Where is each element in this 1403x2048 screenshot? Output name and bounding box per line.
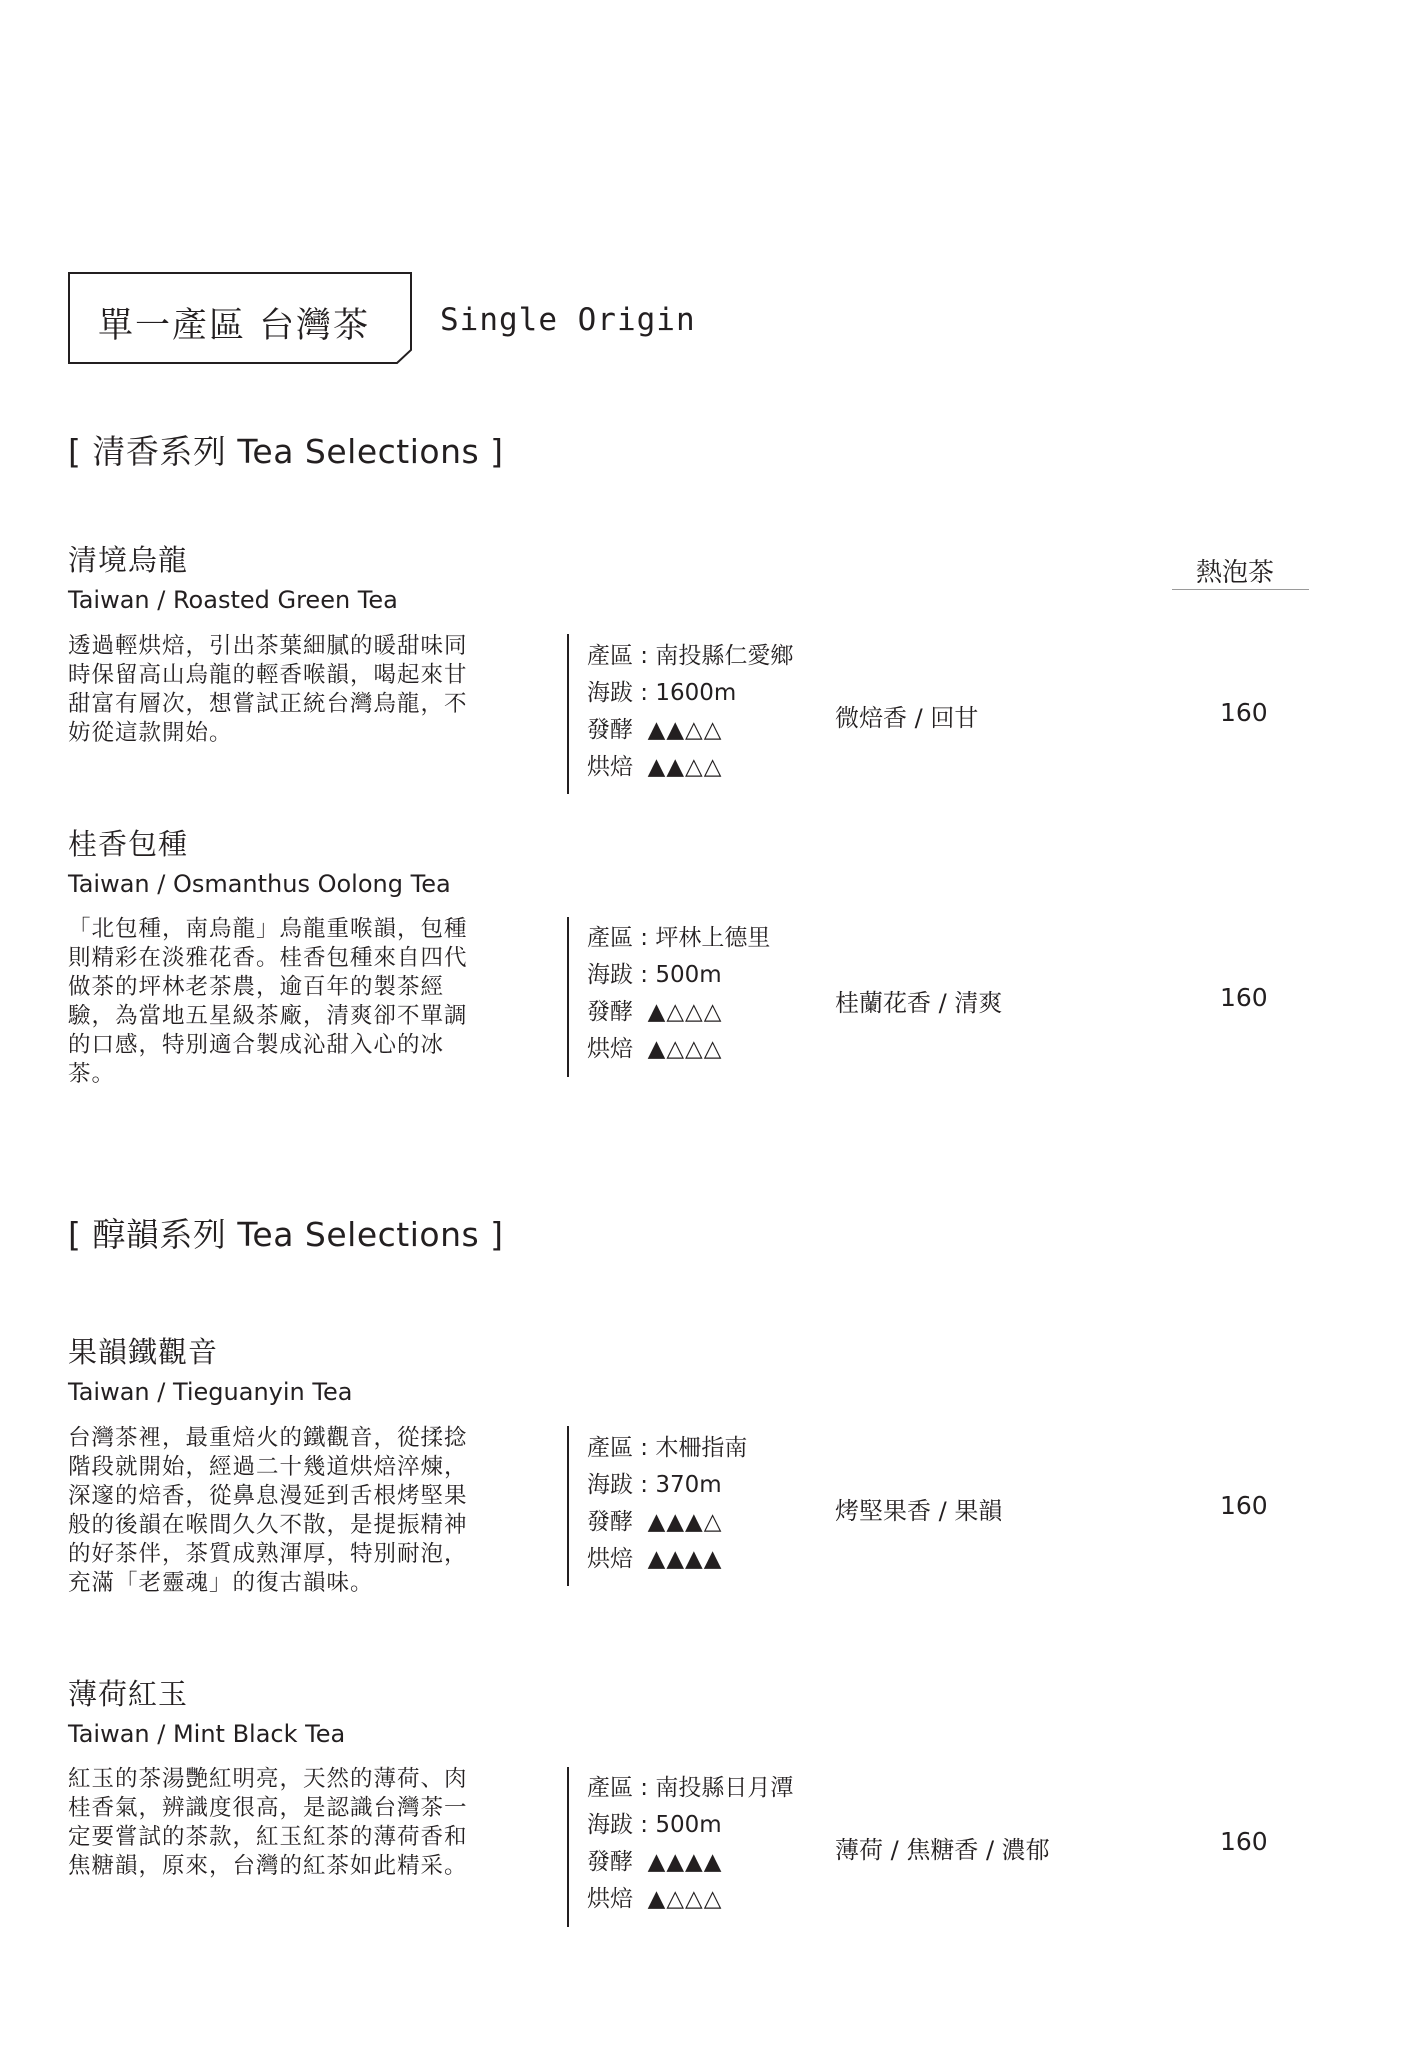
spec-roast: [587, 1031, 770, 1068]
spec-origin: 產區 : 南投縣仁愛鄉: [587, 643, 794, 669]
item-specs: [587, 920, 770, 1068]
spec-origin: 產區 : 木柵指南: [587, 1435, 748, 1461]
item-description: 紅玉的茶湯艷紅明亮，天然的薄荷、肉桂香氣，辨識度很高，是認識台灣茶一定要嘗試的茶款，紅玉紅茶的薄荷香和焦糖韻，原來，台灣的紅茶如此精采。: [68, 1766, 468, 1879]
spec-origin: 產區 : 南投縣日月潭: [587, 1775, 794, 1801]
item-name-cn: 桂香包種: [68, 827, 189, 861]
spec-roast: [587, 749, 793, 786]
spec-altitude: 海跋 : 500m: [587, 1812, 722, 1838]
ferment-level-triangles: ▲▲△△: [647, 717, 723, 743]
spec-altitude: 海跋 : 370m: [587, 1472, 722, 1498]
item-specs: [587, 638, 793, 786]
page-title: 單一產區 台灣茶: [98, 306, 371, 346]
item-flavor: 薄荷 / 焦糖香 / 濃郁: [835, 1836, 1050, 1864]
column-head-rule: [1172, 589, 1309, 590]
spec-roast: [587, 1881, 793, 1918]
spec-roast-label: 烘焙: [587, 1886, 633, 1912]
page-subtitle: Single Origin: [440, 302, 696, 338]
item-specs: [587, 1430, 747, 1578]
spec-ferment-label: 發酵: [587, 717, 633, 743]
ferment-level-triangles: ▲△△△: [647, 999, 723, 1025]
spec-roast-label: 烘焙: [587, 1036, 633, 1062]
item-name-en: Taiwan / Osmanthus Oolong Tea: [68, 870, 451, 898]
item-flavor: 桂蘭花香 / 清爽: [835, 989, 1003, 1017]
ferment-level-triangles: ▲▲▲△: [647, 1509, 723, 1535]
item-price: 160: [1220, 1491, 1268, 1520]
item-name-en: Taiwan / Mint Black Tea: [68, 1720, 346, 1748]
item-name-cn: 清境烏龍: [68, 543, 189, 577]
spec-ferment-label: 發酵: [587, 1849, 633, 1875]
item-description: 台灣茶裡，最重焙火的鐵觀音，從揉捻階段就開始，經過二十幾道烘焙淬煉，深邃的焙香，從鼻息漫延到舌根烤堅果般的後韻在喉間久久不散，是提振精神的好茶伴，茶質成熟渾厚，特別耐泡，充滿「老靈魂」的復古韻味。: [68, 1425, 468, 1596]
item-name-cn: 果韻鐵觀音: [68, 1335, 219, 1369]
spec-ferment-label: 發酵: [587, 1509, 633, 1535]
item-specs: [587, 1770, 793, 1918]
item-description: 透過輕烘焙，引出茶葉細膩的暖甜味同時保留高山烏龍的輕香喉韻，喝起來甘甜富有層次，想嘗試正統台灣烏龍，不妨從這款開始。: [68, 633, 468, 746]
spec-ferment: [587, 1504, 747, 1541]
spec-roast-label: 烘焙: [587, 1546, 633, 1572]
item-flavor: 微焙香 / 回甘: [835, 704, 979, 732]
spec-roast-label: 烘焙: [587, 754, 633, 780]
spec-origin: 產區 : 坪林上德里: [587, 925, 771, 951]
spec-altitude: 海跋 : 1600m: [587, 680, 737, 706]
roast-level-triangles: ▲△△△: [647, 1036, 723, 1062]
spec-altitude: 海跋 : 500m: [587, 962, 722, 988]
item-price: 160: [1220, 983, 1268, 1012]
spec-divider: [567, 634, 569, 794]
item-name-en: Taiwan / Roasted Green Tea: [68, 586, 398, 614]
section-heading-light: [ 清香系列 Tea Selections ]: [68, 432, 504, 471]
spec-divider: [567, 1767, 569, 1927]
item-price: 160: [1220, 1827, 1268, 1856]
ferment-level-triangles: ▲▲▲▲: [647, 1849, 723, 1875]
roast-level-triangles: ▲▲▲▲: [647, 1546, 723, 1572]
item-description: 「北包種，南烏龍」烏龍重喉韻，包種則精彩在淡雅花香。桂香包種來自四代做茶的坪林老茶農，逾百年的製茶經驗，為當地五星級茶廠，清爽卻不單調的口感，特別適合製成沁甜入心的冰茶。: [68, 916, 468, 1087]
section-heading-rich: [ 醇韻系列 Tea Selections ]: [68, 1215, 504, 1254]
item-price: 160: [1220, 698, 1268, 727]
roast-level-triangles: ▲△△△: [647, 1886, 723, 1912]
spec-ferment: [587, 712, 793, 749]
column-head-hot-tea: 熱泡茶: [1195, 558, 1274, 588]
spec-ferment: [587, 994, 770, 1031]
item-name-en: Taiwan / Tieguanyin Tea: [68, 1378, 353, 1406]
spec-roast: [587, 1541, 747, 1578]
spec-ferment: [587, 1844, 793, 1881]
spec-ferment-label: 發酵: [587, 999, 633, 1025]
item-flavor: 烤堅果香 / 果韻: [835, 1497, 1003, 1525]
spec-divider: [567, 917, 569, 1077]
item-name-cn: 薄荷紅玉: [68, 1677, 189, 1711]
spec-divider: [567, 1426, 569, 1586]
roast-level-triangles: ▲▲△△: [647, 754, 723, 780]
